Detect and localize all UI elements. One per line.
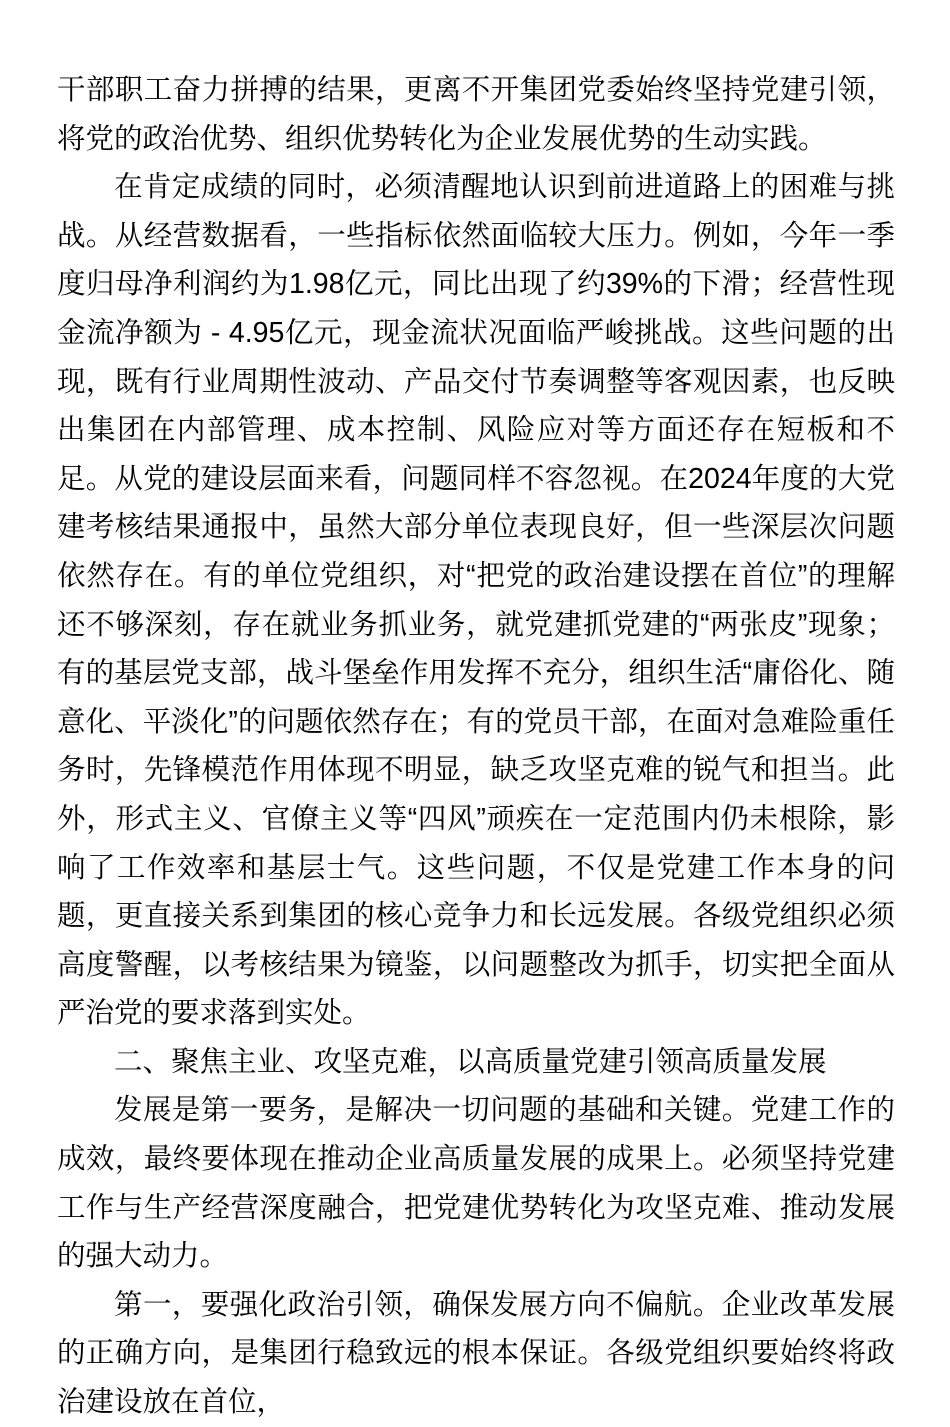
paragraph-challenges-and-problems: 在肯定成绩的同时，必须清醒地认识到前进道路上的困难与挑战。从经营数据看，一些指标依然面临较大压力。例如，今年一季度归母净利润约为1.98亿元，同比出现了约39%的下滑；经营性现金流净额为 - 4.95亿元，现金流状况面临严峻挑战。这些问题的出现，既有行业周期性波动、产品交付节奏调整等客观因素，也反映出集团在内部管理、成本控制、风险应对等方面还存在短板和不足。从党的建设层面来看，问题同样不容忽视。在2024年度的大党建考核结果通报中，虽然大部分单位表现良好，但一些深层次问题依然存在。有的单位党组织，对“把党的政治建设摆在首位”的理解还不够深刻，存在就业务抓业务，就党建抓党建的“两张皮”现象；有的基层党支部，战斗堡垒作用发挥不充分，组织生活“庸俗化、随意化、平淡化”的问题依然存在；有的党员干部，在面对急难险重任务时，先锋模范作用体现不明显，缺乏攻坚克难的锐气和担当。此外，形式主义、官僚主义等“四风”顽疾在一定范围内仍未根除，影响了工作效率和基层士气。这些问题，不仅是党建工作本身的问题，更直接关系到集团的核心竞争力和长远发展。各级党组织必须高度警醒，以考核结果为镜鉴，以问题整改为抓手，切实把全面从严治党的要求落到实处。 xyxy=(57,171,895,1030)
paragraph-continued-opening: 干部职工奋力拼搏的结果，更离不开集团党委始终坚持党建引领，将党的政治优势、组织优势转化为企业发展优势的生动实践。 xyxy=(57,74,895,155)
document-text-column xyxy=(57,66,895,1427)
paragraph-point-one-political-leadership: 第一，要强化政治引领，确保发展方向不偏航。企业改革发展的正确方向，是集团行稳致远的根本保证。各级党组织要始终将政治建设放在首位， xyxy=(57,1288,895,1419)
section-heading-two: 二、聚焦主业、攻坚克难，以高质量党建引领高质量发展 xyxy=(114,1045,827,1078)
paragraph-development-first-priority: 发展是第一要务，是解决一切问题的基础和关键。党建工作的成效，最终要体现在推动企业高质量发展的成果上。必须坚持党建工作与生产经营深度融合，把党建优势转化为攻坚克难、推动发展的强大动力。 xyxy=(57,1094,895,1273)
